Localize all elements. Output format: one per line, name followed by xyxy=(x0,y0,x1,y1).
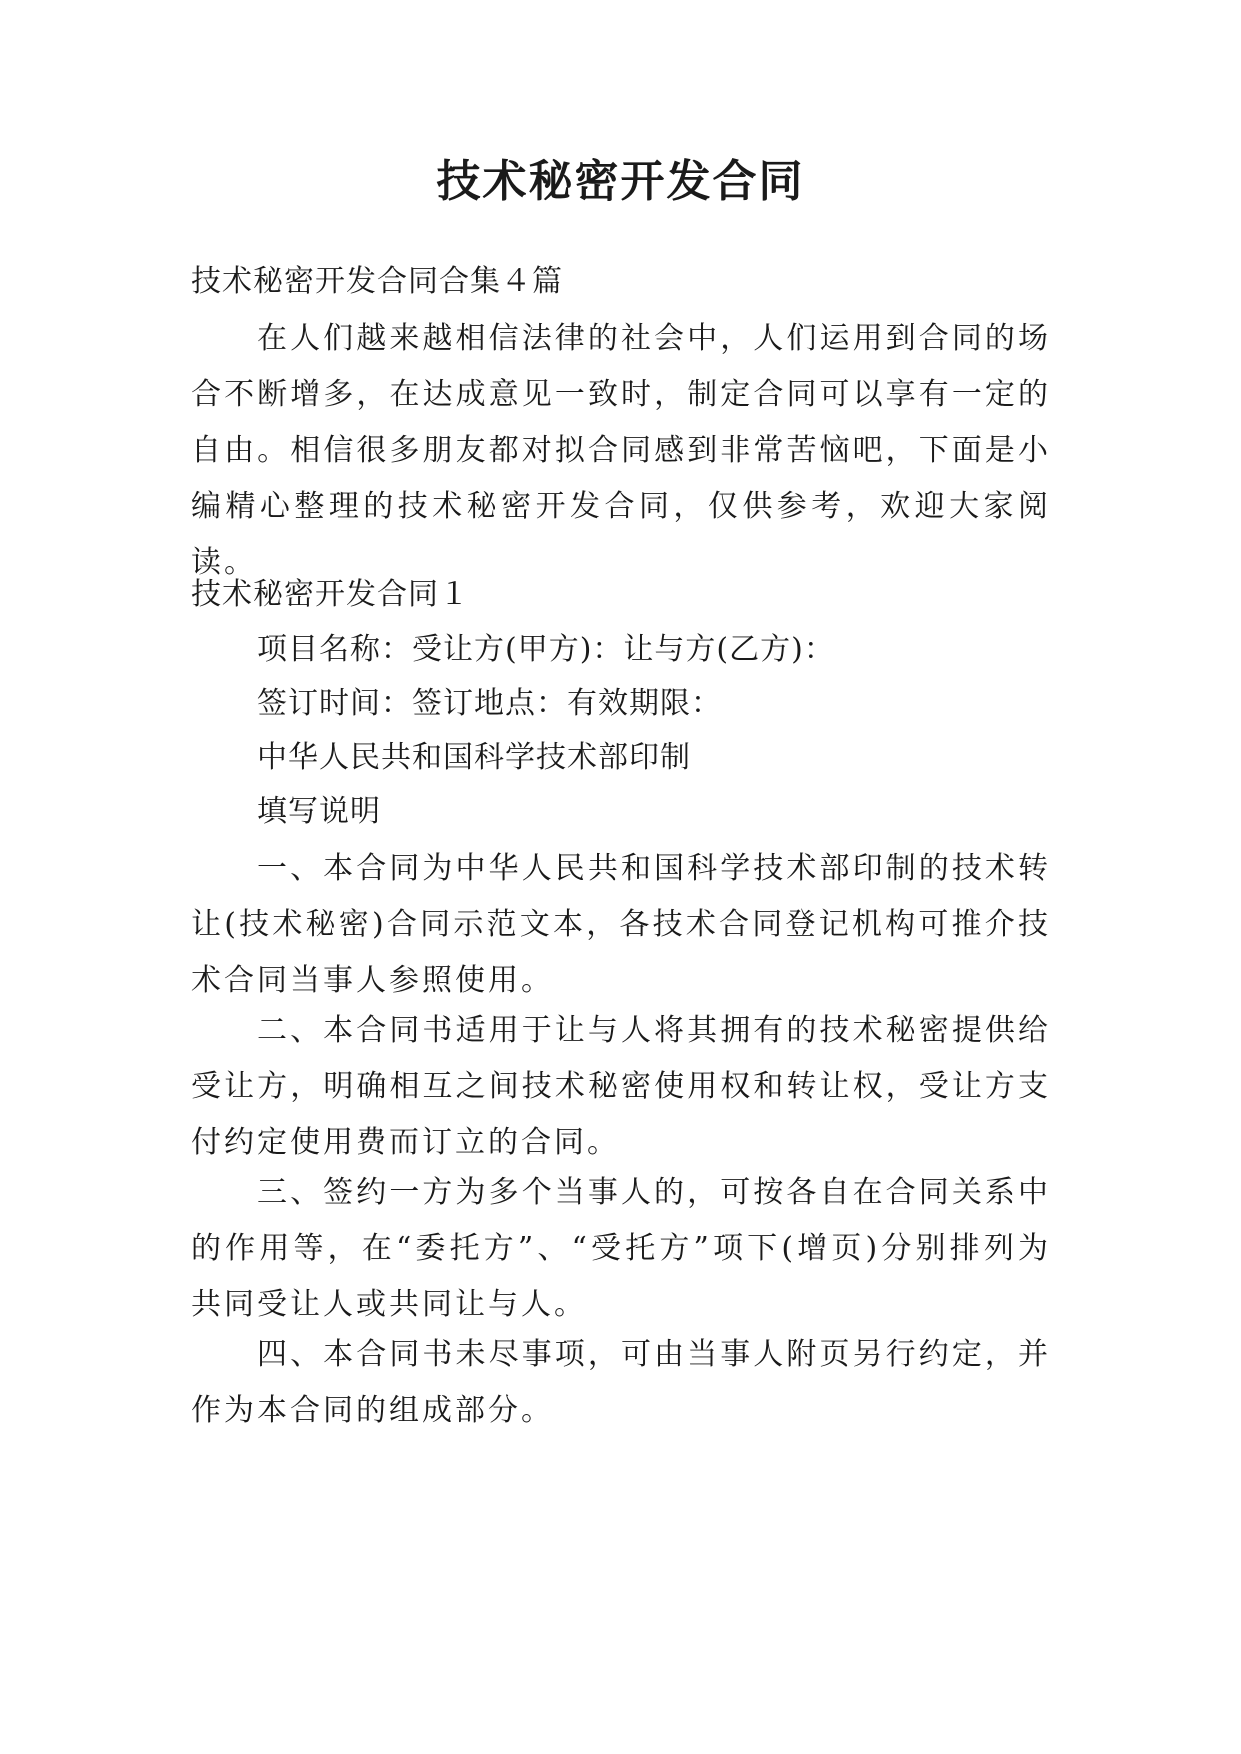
clause-4: 四、本合同书未尽事项，可由当事人附页另行约定，并作为本合同的组成部分。 xyxy=(191,1337,1051,1428)
section-heading: 技术秘密开发合同１ xyxy=(191,577,470,612)
intro-paragraph: 在人们越来越相信法律的社会中，人们运用到合同的场合不断增多，在达成意见一致时，制定合同可以享有一定的自由。相信很多朋友都对拟合同感到非常苦恼吧，下面是小编精心整理的技术秘密开发合同，仅供参考，欢迎大家阅读。 xyxy=(191,321,1051,580)
document-subtitle: 技术秘密开发合同合集４篇 xyxy=(191,264,563,299)
clause-1: 一、本合同为中华人民共和国科学技术部印制的技术转让(技术秘密)合同示范文本，各技术合同登记机构可推介技术合同当事人参照使用。 xyxy=(191,851,1051,998)
field-printer: 中华人民共和国科学技术部印制 xyxy=(257,740,691,775)
clause-2: 二、本合同书适用于让与人将其拥有的技术秘密提供给受让方，明确相互之间技术秘密使用权和转让权，受让方支付约定使用费而订立的合同。 xyxy=(191,1013,1051,1160)
clause-3: 三、签约一方为多个当事人的，可按各自在合同关系中的作用等，在“委托方”、“受托方”项下(增页)分别排列为共同受让人或共同让与人。 xyxy=(191,1175,1051,1322)
field-project-parties: 项目名称：受让方(甲方)：让与方(乙方)： xyxy=(257,632,835,667)
instructions-heading: 填写说明 xyxy=(257,794,381,829)
field-date-place-term: 签订时间：签订地点：有效期限： xyxy=(257,686,722,721)
document-title: 技术秘密开发合同 xyxy=(436,156,805,207)
